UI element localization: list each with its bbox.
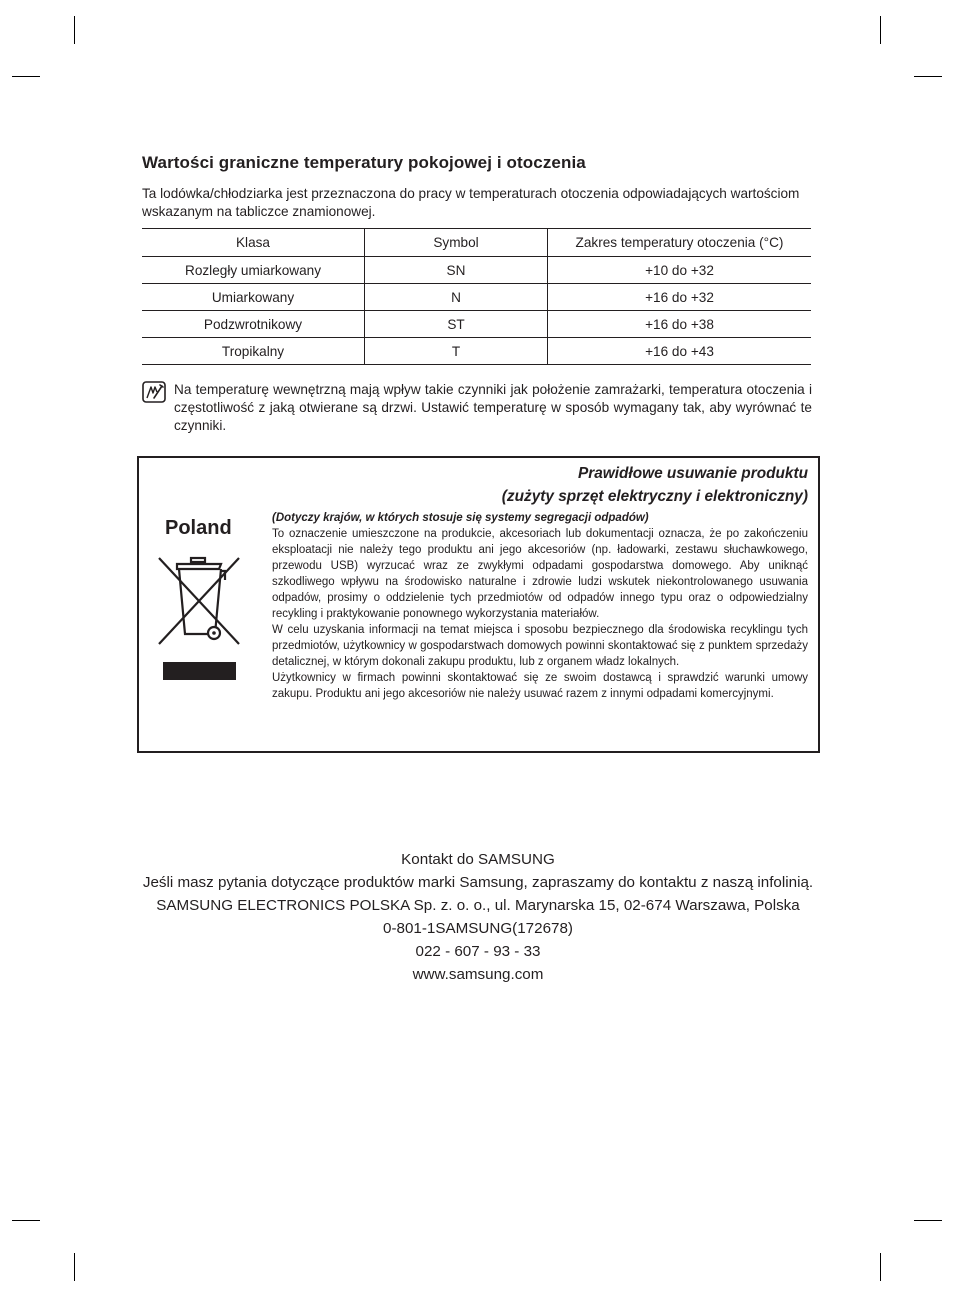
temperature-class-table (142, 228, 811, 365)
table-header-row (142, 229, 811, 257)
table-row (142, 257, 811, 284)
country-label: Poland (165, 517, 232, 539)
cell-class: Rozległy umiarkowany (142, 257, 365, 284)
cell-class: Tropikalny (142, 338, 365, 365)
disposal-notice-box (137, 456, 820, 753)
section-heading: Wartości graniczne temperatury pokojowej i otoczenia (142, 153, 586, 172)
note-pencil-icon (142, 381, 166, 403)
disposal-title-line: (zużyty sprzęt elektryczny i elektroniczny) (501, 488, 808, 505)
note-text: Na temperaturę wewnętrzną mają wpływ takie czynniki jak położenie zamrażarki, temperatura otoczenia i częstotliwość z jaką otwierane są drzwi. Ustawić temperaturę w sposób wymagany tak, aby wyrównać te czynniki. (174, 382, 812, 433)
cell-range: +10 do +32 (548, 257, 812, 284)
crossed-out-wheelie-bin-icon (155, 554, 243, 648)
crop-mark (914, 76, 942, 77)
disposal-title-line: Prawidłowe usuwanie produktu (577, 465, 808, 482)
contact-phone: 022 - 607 - 93 - 33 (415, 943, 541, 960)
crop-mark (880, 1253, 881, 1281)
contact-line: Jeśli masz pytania dotyczące produktów marki Samsung, zapraszamy do kontaktu z naszą infolinią. (142, 874, 814, 891)
crop-mark (914, 1220, 942, 1221)
disposal-paragraph: To oznaczenie umieszczone na produkcie, akcesoriach lub dokumentacji oznacza, że po zakończeniu eksploatacji nie należy tego produktu ani jego akcesoriów (np. ładowarki, zestawu słuchawkowego, przewodu USB) wyrzucać wraz ze zwykłymi odpadami gospodarstwa domowego. Aby uniknąć szkodliwego wpływu na środowisko naturalne i zdrowie ludzi wskutek niekontrolowanego usuwania odpadów, prosimy o oddzielenie tych przedmiotów od odpadów innego typu oraz o odpowiedzialny recykling i praktykowanie ponownego wykorzystania materiałów. (272, 528, 808, 620)
crop-mark (12, 76, 40, 77)
cell-range: +16 do +38 (548, 311, 812, 338)
cell-symbol: SN (365, 257, 548, 284)
disposal-subtitle: (Dotyczy krajów, w których stosuje się systemy segregacji odpadów) (272, 512, 649, 524)
table-row (142, 311, 811, 338)
black-bar (163, 662, 236, 680)
disposal-title (502, 462, 808, 508)
contact-website: www.samsung.com (412, 966, 544, 983)
table-row (142, 338, 811, 365)
cell-symbol: T (365, 338, 548, 365)
cell-range: +16 do +32 (548, 284, 812, 311)
column-header-symbol: Symbol (365, 229, 548, 257)
crop-mark (880, 16, 881, 44)
crop-mark (74, 16, 75, 44)
contact-phone: 0-801-1SAMSUNG(172678) (383, 920, 573, 937)
disposal-paragraph: Użytkownicy w firmach powinni skontaktować się ze swoim dostawcą i sprawdzić warunki umowy zakupu. Produktu ani jego akcesoriów nie należy usuwać razem z innymi odpadami komercyjnymi. (272, 672, 808, 700)
contact-address: SAMSUNG ELECTRONICS POLSKA Sp. z. o. o., ul. Marynarska 15, 02-674 Warszawa, Polska (156, 897, 800, 914)
cell-symbol: ST (365, 311, 548, 338)
crop-mark (74, 1253, 75, 1281)
disposal-body (272, 510, 808, 702)
contact-title: Kontakt do SAMSUNG (401, 851, 555, 868)
contact-section (137, 850, 819, 988)
cell-symbol: N (365, 284, 548, 311)
column-header-class: Klasa (142, 229, 365, 257)
disposal-paragraph: W celu uzyskania informacji na temat miejsca i sposobu bezpiecznego dla środowiska recyklingu tych przedmiotów, użytkownicy w gospodarstwach domowych powinni skontaktować się z punktem sprzedaży detalicznej, w którym dokonali zakupu produktu, lub z organem władz lokalnych. (272, 624, 808, 668)
column-header-range: Zakres temperatury otoczenia (°C) (548, 229, 812, 257)
crop-mark (12, 1220, 40, 1221)
cell-class: Podzwrotnikowy (142, 311, 365, 338)
cell-range: +16 do +43 (548, 338, 812, 365)
table-row (142, 284, 811, 311)
intro-paragraph: Ta lodówka/chłodziarka jest przeznaczona do pracy w temperaturach otoczenia odpowiadających wartościom wskazanym na tabliczce znamionowej. (142, 186, 800, 219)
cell-class: Umiarkowany (142, 284, 365, 311)
